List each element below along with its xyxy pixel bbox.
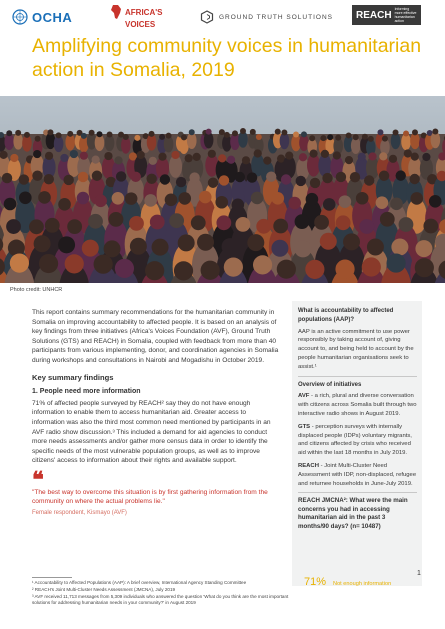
gts-initiative [298, 423, 417, 458]
crowd-figure-head [19, 191, 32, 204]
gts-emblem-icon [200, 10, 214, 24]
crowd-figure-head [368, 136, 374, 142]
avf-initiative [298, 392, 417, 418]
crowd-figure-head [345, 156, 353, 164]
crowd-figure-head [376, 196, 389, 209]
crowd-figure-head [60, 154, 68, 162]
crowd-figure-head [112, 192, 125, 205]
crowd-figure-head [415, 258, 434, 277]
crowd-figure-head [67, 131, 73, 137]
gts-initiative-text: - perception surveys with internally displaced people (IDPs) voluntary migrants, and citizens affected by crisis who received aid within the last 18 months in July 2019. [298, 423, 412, 457]
crowd-figure-head [45, 152, 53, 160]
crowd-figure-head [35, 136, 41, 142]
crowd-figure-head [235, 172, 245, 182]
crowd-figure-head [227, 156, 235, 164]
crowd-figure-head [288, 197, 301, 210]
quote-mark-icon: ❝ [32, 466, 44, 493]
crowd-figure-head [169, 213, 184, 228]
crowd-figure-head [368, 152, 376, 160]
crowd-figure-head [158, 153, 166, 161]
crowd-figure-head [390, 198, 403, 211]
crowd-figure-head [32, 171, 42, 181]
crowd-figure-head [379, 152, 387, 160]
crowd-figure-head [4, 198, 17, 211]
crowd-figure-head [391, 238, 408, 255]
crowd-figure-head [236, 217, 251, 232]
crowd-figure-head [275, 129, 281, 135]
crowd-figure-head [256, 134, 262, 140]
crowd-figure-head [144, 194, 157, 207]
crowd-figure-head [82, 240, 99, 257]
crowd-figure-head [94, 194, 107, 207]
crowd-figure-head [174, 261, 193, 280]
crowd-figure-head [310, 178, 320, 188]
aap-text: AAP is an active commitment to use power responsibly by taking account of, giving account to, and being held to account by the people humanitarian organisations seek to assist.¹ [298, 328, 414, 370]
crowd-figure-head [189, 129, 195, 135]
crowd-figure-head [367, 239, 384, 256]
crowd-figure-head [412, 129, 418, 135]
crowd-figure-head [33, 150, 41, 158]
crowd-figure-head [2, 173, 12, 183]
crowd-figure-head [191, 215, 206, 230]
crowd-figure-head [256, 219, 271, 234]
stat-label: Not enough information [333, 581, 392, 587]
crowd-figure-head [409, 174, 419, 184]
intro-paragraph: This report contains summary recommendations for the humanitarian community in Somalia on improving accountability to affected people. It is based on an analysis of key findings from three initiatives (Africa's Voices Foundation (AVF), Ground Truth Solutions (GTS) and REACH) in Somalia, coupled with feedback from more than 40 participants from various implementing, donor, and coordination agencies in Somalia during workshops and consultations in Nairobi and Mogadishu in October 2019. [32, 309, 279, 364]
aap-heading: What is accountability to affected populations (AAP)? [298, 308, 394, 323]
crowd-figure-head [34, 235, 51, 252]
crowd-figure-head [115, 259, 134, 278]
crowd-figure-head [232, 130, 238, 136]
avf-logo-line1: AFRICA'S [125, 7, 163, 17]
crowd-figure-head [359, 219, 374, 234]
crowd-figure-head [96, 131, 102, 137]
crowd-figure-head [215, 196, 228, 209]
crowd-figure-head [89, 130, 95, 136]
crowd-figure-head [176, 177, 186, 187]
crowd-figure-head [386, 253, 405, 272]
crowd-figure-head [320, 135, 326, 141]
footnotes [32, 577, 292, 607]
crowd-figure-head [343, 233, 360, 250]
crowd-figure-head [364, 175, 374, 185]
crowd-figure-head [166, 133, 172, 139]
crowd-figure-head [160, 174, 170, 184]
africa-map-icon [110, 4, 122, 20]
gts-logo [200, 6, 333, 28]
stat-row [304, 576, 391, 588]
crowd-figure-head [362, 257, 381, 276]
crowd-figure-head [10, 154, 18, 162]
page-number: 1 [417, 570, 421, 577]
crowd-figure-head [321, 150, 329, 158]
crowd-figure-head [242, 156, 250, 164]
crowd-figure-head [336, 215, 351, 230]
reach-logo [352, 5, 421, 25]
crowd-figure-head [10, 253, 29, 272]
avf-logo [110, 4, 163, 29]
crowd-figure-head [67, 219, 82, 234]
crowd-figure-head [346, 132, 352, 138]
crowd-figure-head [247, 172, 257, 182]
crowd-figure-head [29, 219, 44, 234]
crowd-figure-head [336, 172, 346, 182]
crowd-figure-head [131, 172, 141, 182]
sidebar-divider-2 [298, 492, 417, 493]
crowd-figure-head [116, 171, 126, 181]
jmcna-question: REACH JMCNA²: What were the main concerns you had in accessing humanitarian aid in the past 3 months/90 days? (n= 10487) [298, 497, 408, 530]
crowd-figure-head [114, 156, 122, 164]
footnote-2: ² REACH's Joint Multi-Cluster Needs Assessment (JMCNA), July 2019 [32, 586, 176, 592]
crowd-figure-head [178, 192, 191, 205]
crowd-figure-head [399, 217, 414, 232]
crowd-figure-head [6, 219, 21, 234]
crowd-figure-head [377, 129, 383, 135]
crowd-figure-head [411, 153, 419, 161]
crowd-figure-head [149, 157, 157, 165]
crowd-figure-head [327, 134, 333, 140]
crowd-figure-head [181, 134, 187, 140]
crowd-figure-head [218, 154, 226, 162]
crowd-figure-head [309, 150, 317, 158]
ocha-logo-text: OCHA [32, 9, 73, 25]
reach-initiative-label: REACH [298, 462, 319, 469]
crowd-figure-head [396, 170, 406, 180]
crowd-figure-head [339, 195, 352, 208]
crowd-figure-head [415, 240, 432, 257]
crowd-figure-head [224, 132, 230, 138]
crowd-figure-head [159, 134, 165, 140]
crowd-figure-head [206, 129, 212, 135]
avf-initiative-text: - a rich, plural and diverse conversation with citizens across Somalia built through two interactive radio shows in August 2019. [298, 393, 417, 417]
crowd-figure-head [123, 134, 129, 140]
crowd-figure-head [423, 219, 438, 234]
crowd-figure-head [389, 155, 397, 163]
crowd-figure-head [145, 261, 164, 280]
crowd-figure-head [208, 178, 218, 188]
crowd-figure-head [295, 214, 310, 229]
main-column [32, 308, 280, 518]
crowd-figure-head [232, 198, 245, 211]
crowd-figure-head [189, 172, 199, 182]
crowd-figure-head [201, 261, 220, 280]
crowd-figure-head [299, 153, 307, 161]
footnote-rule [32, 577, 72, 578]
crowd-figure-head [171, 151, 179, 159]
crowd-figure-head [134, 135, 140, 141]
logo-bar [0, 0, 445, 32]
footnote-3: ³ AVF received 11,713 messages from 5,309 individuals who answered the question 'What do you think are the most important solutions for addressing humanitarian needs in your community?' in August 2019 [32, 593, 289, 606]
crowd-figure-head [301, 131, 307, 137]
crowd-figure-head [353, 134, 359, 140]
crowd-figure-head [199, 191, 212, 204]
gts-logo-text: GROUND TRUTH SOLUTIONS [219, 13, 333, 21]
reach-initiative [298, 462, 417, 488]
crowd-figure-head [222, 238, 239, 255]
crowd-figure-head [178, 234, 195, 251]
sidebar-divider [298, 376, 417, 377]
crowd-figure-head [281, 174, 291, 184]
crowd-figure-head [104, 152, 112, 160]
crowd-figure-head [44, 174, 54, 184]
crowd-figure-head [219, 175, 229, 185]
crowd-figure-head [146, 174, 156, 184]
reach-logo-tagline: Informing more effective humanitarian action [394, 7, 417, 23]
crowd-figure-head [149, 131, 155, 137]
crowd-figure-head [296, 176, 306, 186]
crowd-figure-head [38, 191, 51, 204]
crowd-figure-head [224, 257, 243, 276]
quote-attribution: Female respondent, Kismayo (AVF) [32, 509, 127, 516]
crowd-figure-head [294, 240, 311, 257]
finding-1-text: 71% of affected people surveyed by REACH² say they do not have enough information to enable them to access humanitarian aid. Greater access to information was also the third most common need mentioned by participants in an AVF radio show discussion.³ This included a demand for aid agencies to conduct more needs assessments and/or gather more census data in order to identify the specific needs of the most vulnerable population groups, as well as to improve citizens' access to information about their rights and available support. [32, 399, 271, 465]
finding-1-heading: 1. People need more information [32, 388, 141, 396]
crowd-figure-head [314, 215, 329, 230]
sidebar-box [292, 301, 422, 586]
crowd-figure-head [309, 135, 315, 141]
overview-heading: Overview of initiatives [298, 381, 362, 388]
crowd-figure-head [77, 192, 90, 205]
crowd-figure-head [247, 234, 264, 251]
crowd-figure-head [393, 129, 399, 135]
findings-heading: Key summary findings [32, 372, 114, 382]
report-title: Amplifying community voices in humanitarian action in Somalia, 2019 [32, 35, 422, 81]
avf-initiative-label: AVF [298, 393, 310, 400]
crowd-figure-head [323, 198, 336, 211]
crowd-figure-head [320, 233, 337, 250]
crowd-figure-head [56, 132, 62, 138]
crowd-figure-head [19, 174, 29, 184]
crowd-figure-head [271, 192, 284, 205]
crowd-figure-head [58, 198, 71, 211]
crowd-figure-head [432, 128, 438, 134]
crowd-figure-head [152, 239, 169, 256]
crowd-figure-head [193, 153, 201, 161]
crowd-figure-head [253, 255, 272, 274]
crowd-figure-head [350, 172, 360, 182]
crowd-figure-head [333, 151, 341, 159]
crowd-figure-head [58, 236, 75, 253]
crowd-figure-head [263, 156, 271, 164]
reach-logo-text: REACH [356, 9, 392, 21]
crowd-figure-head [24, 132, 30, 138]
crowd-figure-head [88, 214, 103, 229]
crowd-figure-head [322, 173, 332, 183]
crowd-figure-head [104, 240, 121, 257]
crowd-figure-head [208, 150, 216, 158]
crowd-figure-head [109, 212, 124, 227]
crowd-figure-head [305, 260, 324, 279]
crowd-figure-head [277, 260, 296, 279]
crowd-figure-head [410, 192, 423, 205]
crowd-figure-head [129, 216, 144, 231]
crowd-figure-head [403, 130, 409, 136]
crowd-figure-head [65, 254, 84, 273]
crowd-figure-head [251, 192, 264, 205]
crowd-figure-head [380, 212, 395, 227]
crowd-figure-head [70, 150, 78, 158]
cover-photo [0, 96, 445, 283]
crowd-figure-head [92, 156, 100, 164]
crowd-figure-head [216, 215, 231, 230]
crowd-figure-head [6, 130, 12, 136]
crowd-figure-head [92, 171, 102, 181]
crowd-figure-head [306, 193, 319, 206]
ocha-logo [12, 6, 72, 28]
crowd-figure-head [271, 240, 288, 257]
crowd-figure-head [78, 172, 88, 182]
crowd-figure-head [293, 132, 299, 138]
crowd-figure-head [382, 136, 388, 142]
crowd-figure-head [362, 134, 368, 140]
crowd-figure-head [379, 171, 389, 181]
crowd-figure-head [107, 132, 113, 138]
crowd-figure-head [358, 153, 366, 161]
crowd-figure-head [39, 254, 58, 273]
crowd-figure-head [356, 192, 369, 205]
stat-percentage: 71% [304, 576, 327, 588]
footnote-1: ¹ Accountability to Affected Populations (AAP): A brief overview, International Agency Standing Committee [32, 580, 247, 585]
crowd-figure-head [150, 215, 165, 230]
crowd-figure-head [250, 129, 256, 135]
crowd-figure-head [335, 260, 354, 279]
reach-initiative-text: - Joint Multi-Cluster Need Assessment with IDP, non-displaced, refugee and returnee households in June-July 2019. [298, 462, 417, 487]
crowd-figure-head [429, 195, 442, 208]
un-emblem-icon [12, 9, 28, 25]
crowd-figure-head [240, 128, 246, 134]
crowd-figure-head [81, 133, 87, 139]
crowd-figure-head [273, 219, 288, 234]
crowd-figure-head [254, 149, 262, 157]
crowd-figure-head [47, 129, 53, 135]
crowd-figure-head [125, 192, 138, 205]
crowd-figure-head [165, 194, 178, 207]
crowd-figure-head [15, 130, 21, 136]
crowd-figure-head [137, 151, 145, 159]
crowd-figure-head [130, 238, 147, 255]
crowd-figure-head [63, 175, 73, 185]
quote-text: "The best way to overcome this situation is by first gathering information from the community on where the actual problems lie." [32, 488, 268, 506]
crowd-figure-head [94, 255, 113, 274]
crowd-figure-head [285, 152, 293, 160]
crowd-figure-head [45, 218, 60, 233]
crowd-figure-head [80, 152, 88, 160]
photo-credit: Photo credit: UNHCR [10, 287, 63, 293]
avf-logo-line2: VOICES [125, 20, 156, 29]
gts-initiative-label: GTS [298, 423, 311, 430]
crowd-figure-head [281, 129, 287, 135]
crowd-figure-head [266, 171, 276, 181]
crowd-figure-head [422, 153, 430, 161]
crowd-figure-head [335, 135, 341, 141]
crowd-figure-head [197, 234, 214, 251]
